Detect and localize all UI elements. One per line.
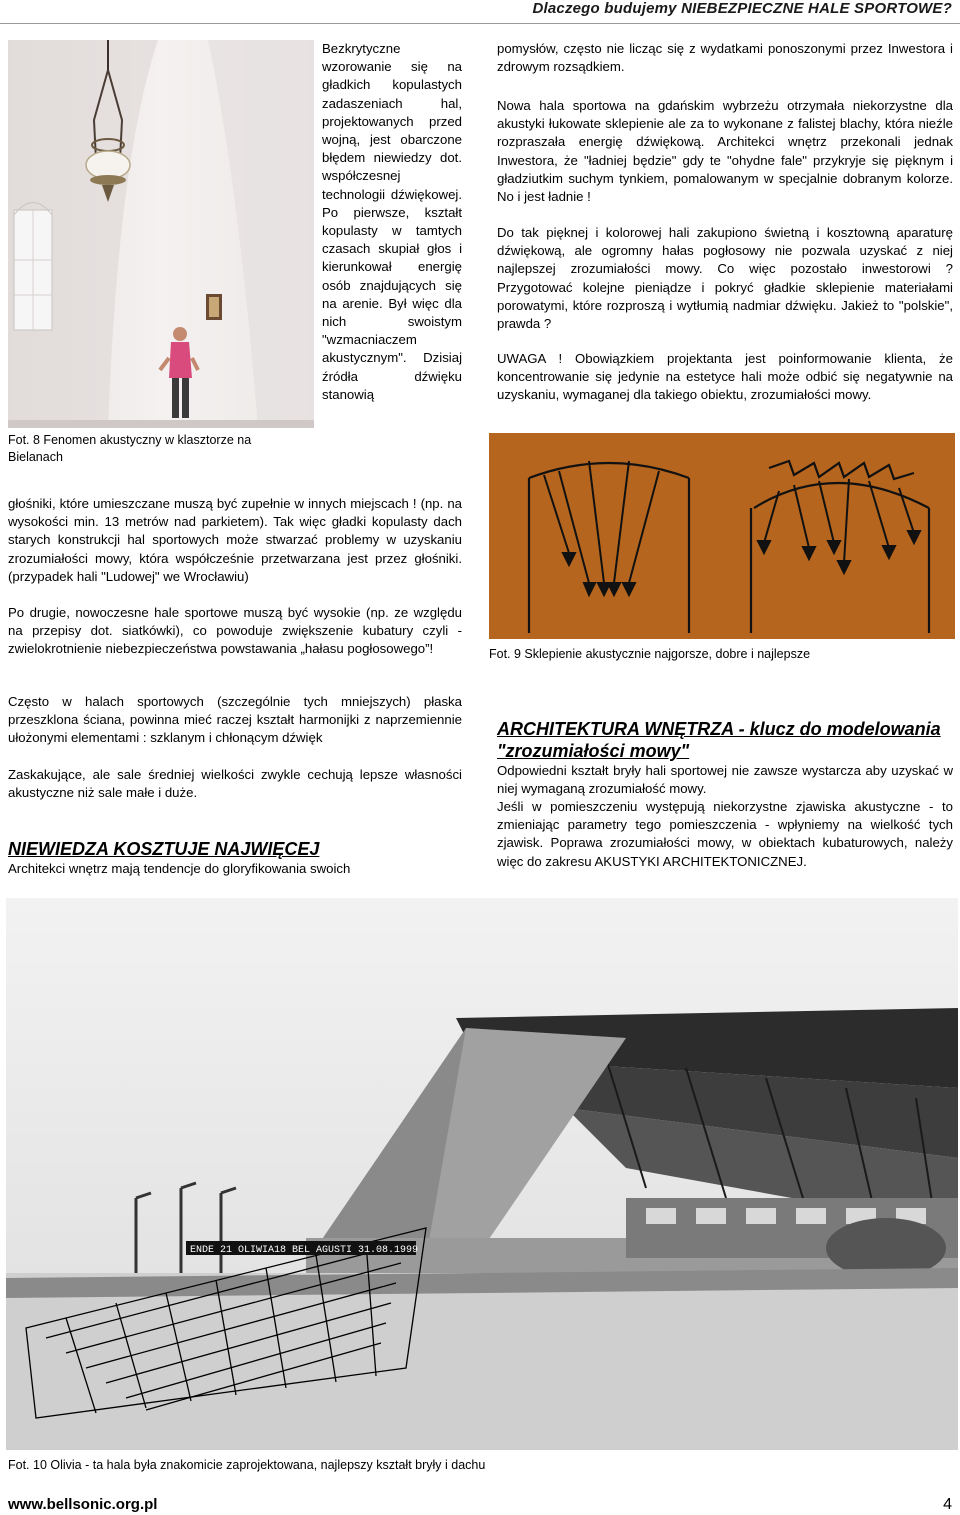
right-paragraph-1: pomysłów, często nie licząc się z wydatkami ponoszonymi przez Inwestora i zdrowym rozsądkiem.	[497, 41, 953, 75]
right-paragraph-6: Jeśli w pomieszczeniu występują niekorzystne zjawiska akustyczne - to zmieniając parametry tego pomieszczenia - wpłyniemy na wielkość tych zjawisk. Poprawa zrozumiałości mowy, w obiektach kubaturowych, należy więc do zakresu AKUSTYKI ARCHITEKTONICZNEJ.	[497, 799, 953, 869]
photo-olivia-hall	[6, 898, 958, 1450]
page-number: 4	[943, 1496, 952, 1513]
photo-monastery-interior	[8, 40, 314, 428]
right-paragraph-4: UWAGA ! Obowiązkiem projektanta jest poinformowanie klienta, że koncentrowanie się jedynie na estetyce hali może odbić się negatywnie na uzyskaniu, wymaganej dla takiego obiektu, zrozumiałości mowy.	[497, 351, 953, 403]
photo9-caption: Fot. 9 Sklepienie akustycznie najgorsze, dobre i najlepsze	[489, 647, 811, 661]
right-paragraph-5: Odpowiedni kształt bryły hali sportowej nie zawsze wystarcza aby uzyskać w niej wymaganą zrozumiałość mowy.	[497, 763, 953, 797]
left-paragraph-2: Po drugie, nowoczesne hale sportowe muszą być wysokie (np. ze względu na przepisy dot. siatkówki), co powoduje zwiększenie kubatury czyli - zwielokrotnienie niebezpieczeństwa powstawania „hałasu pogłosowego”!	[8, 605, 462, 657]
right-paragraph-3: Do tak pięknej i kolorowej hali zakupiono świetną i kosztowną aparaturę dźwiękową, ale ogromny hałas pogłosowy nie pozwala uzyskać z niej najlepszej zrozumiałości mowy. Co więc pozostało inwestorowi ? Przygotować kolejne pieniądze i pokryć gładkie sklepienie materiałami porowatymi, które rozproszą i wytłumią nadmiar dźwięku. Jakież to "polskie", prawda ?	[497, 225, 953, 332]
photo8-caption: Fot. 8 Fenomen akustyczny w klasztorze na Bielanach	[8, 433, 252, 464]
left-paragraph-3: Często w halach sportowych (szczególnie tych mniejszych) płaska przeszklona ściana, powinna mieć raczej kształt harmonijki z naprzemiennie ułożonymi elementami : szklanym i chłonącym dźwięk	[8, 694, 462, 746]
left-full-text: głośniki, które umieszczane muszą być zupełnie w innych miejscach ! (np. na wysokości min. 13 metrów nad parkietem). Tak więc gładki kopulasty dach starych konstrukcji hal sportowych może stwarzać problemy w uzyskaniu zrozumiałości mowy, która współcześnie przetwarzana jest przez głośniki. (przypadek hali "Ludowej" we Wrocławiu)	[8, 496, 462, 584]
footer-url[interactable]: www.bellsonic.org.pl	[8, 1496, 158, 1513]
right-paragraph-2: Nowa hala sportowa na gdańskim wybrzeżu otrzymała niekorzystne dla akustyki łukowate sklepienie ale za to wykonane z falistej blachy, która nieźle rozpraszała energię dźwiękową. Architekci wnętrz przekonali jednak Inwestora, że "ładniej będzie" gdy te "ohydne fale" przykryje się pięknym i gładziutkim suchym tynkiem, pomalowanym w specjalnie dobranym kolorze. No i jest ładnie !	[497, 98, 953, 205]
left-paragraph-5: Architekci wnętrz mają tendencje do gloryfikowania swoich	[8, 861, 351, 876]
heading-architektura: ARCHITEKTURA WNĘTRZA - klucz do modelowania "zrozumiałości mowy"	[497, 719, 941, 761]
header-rule	[0, 23, 960, 24]
left-paragraph-4: Zaskakujące, ale sale średniej wielkości zwykle cechują lepsze własności akustyczne niż sale małe i duże.	[8, 767, 462, 801]
diagram-vault-acoustics	[489, 433, 955, 639]
narrow-text-block: Bezkrytyczne wzorowanie się na gładkich kopulastych zadaszeniach hal, projektowanych przed wojną, jest obarczone błędem niewiedzy dot. współczesnej technologii dźwiękowej. Po pierwsze, kształt kopulasty w tamtych czasach skupiał głos i kierunkował energię osób znajdujących się na arenie. Był więc dla nich swoistym "wzmacniaczem akustycznym". Dzisiaj źródła dźwięku stanowią	[322, 41, 462, 402]
photo10-stamp: ENDE 21 OLIWIA18 BEL AGUSTI 31.08.1999	[190, 1245, 419, 1256]
page-header: Dlaczego budujemy NIEBEZPIECZNE HALE SPORTOWE?	[532, 0, 952, 17]
heading-niewiedza: NIEWIEDZA KOSZTUJE NAJWIĘCEJ	[8, 839, 320, 859]
photo10-caption: Fot. 10 Olivia - ta hala była znakomicie zaprojektowana, najlepszy kształt bryły i dachu	[8, 1458, 486, 1472]
